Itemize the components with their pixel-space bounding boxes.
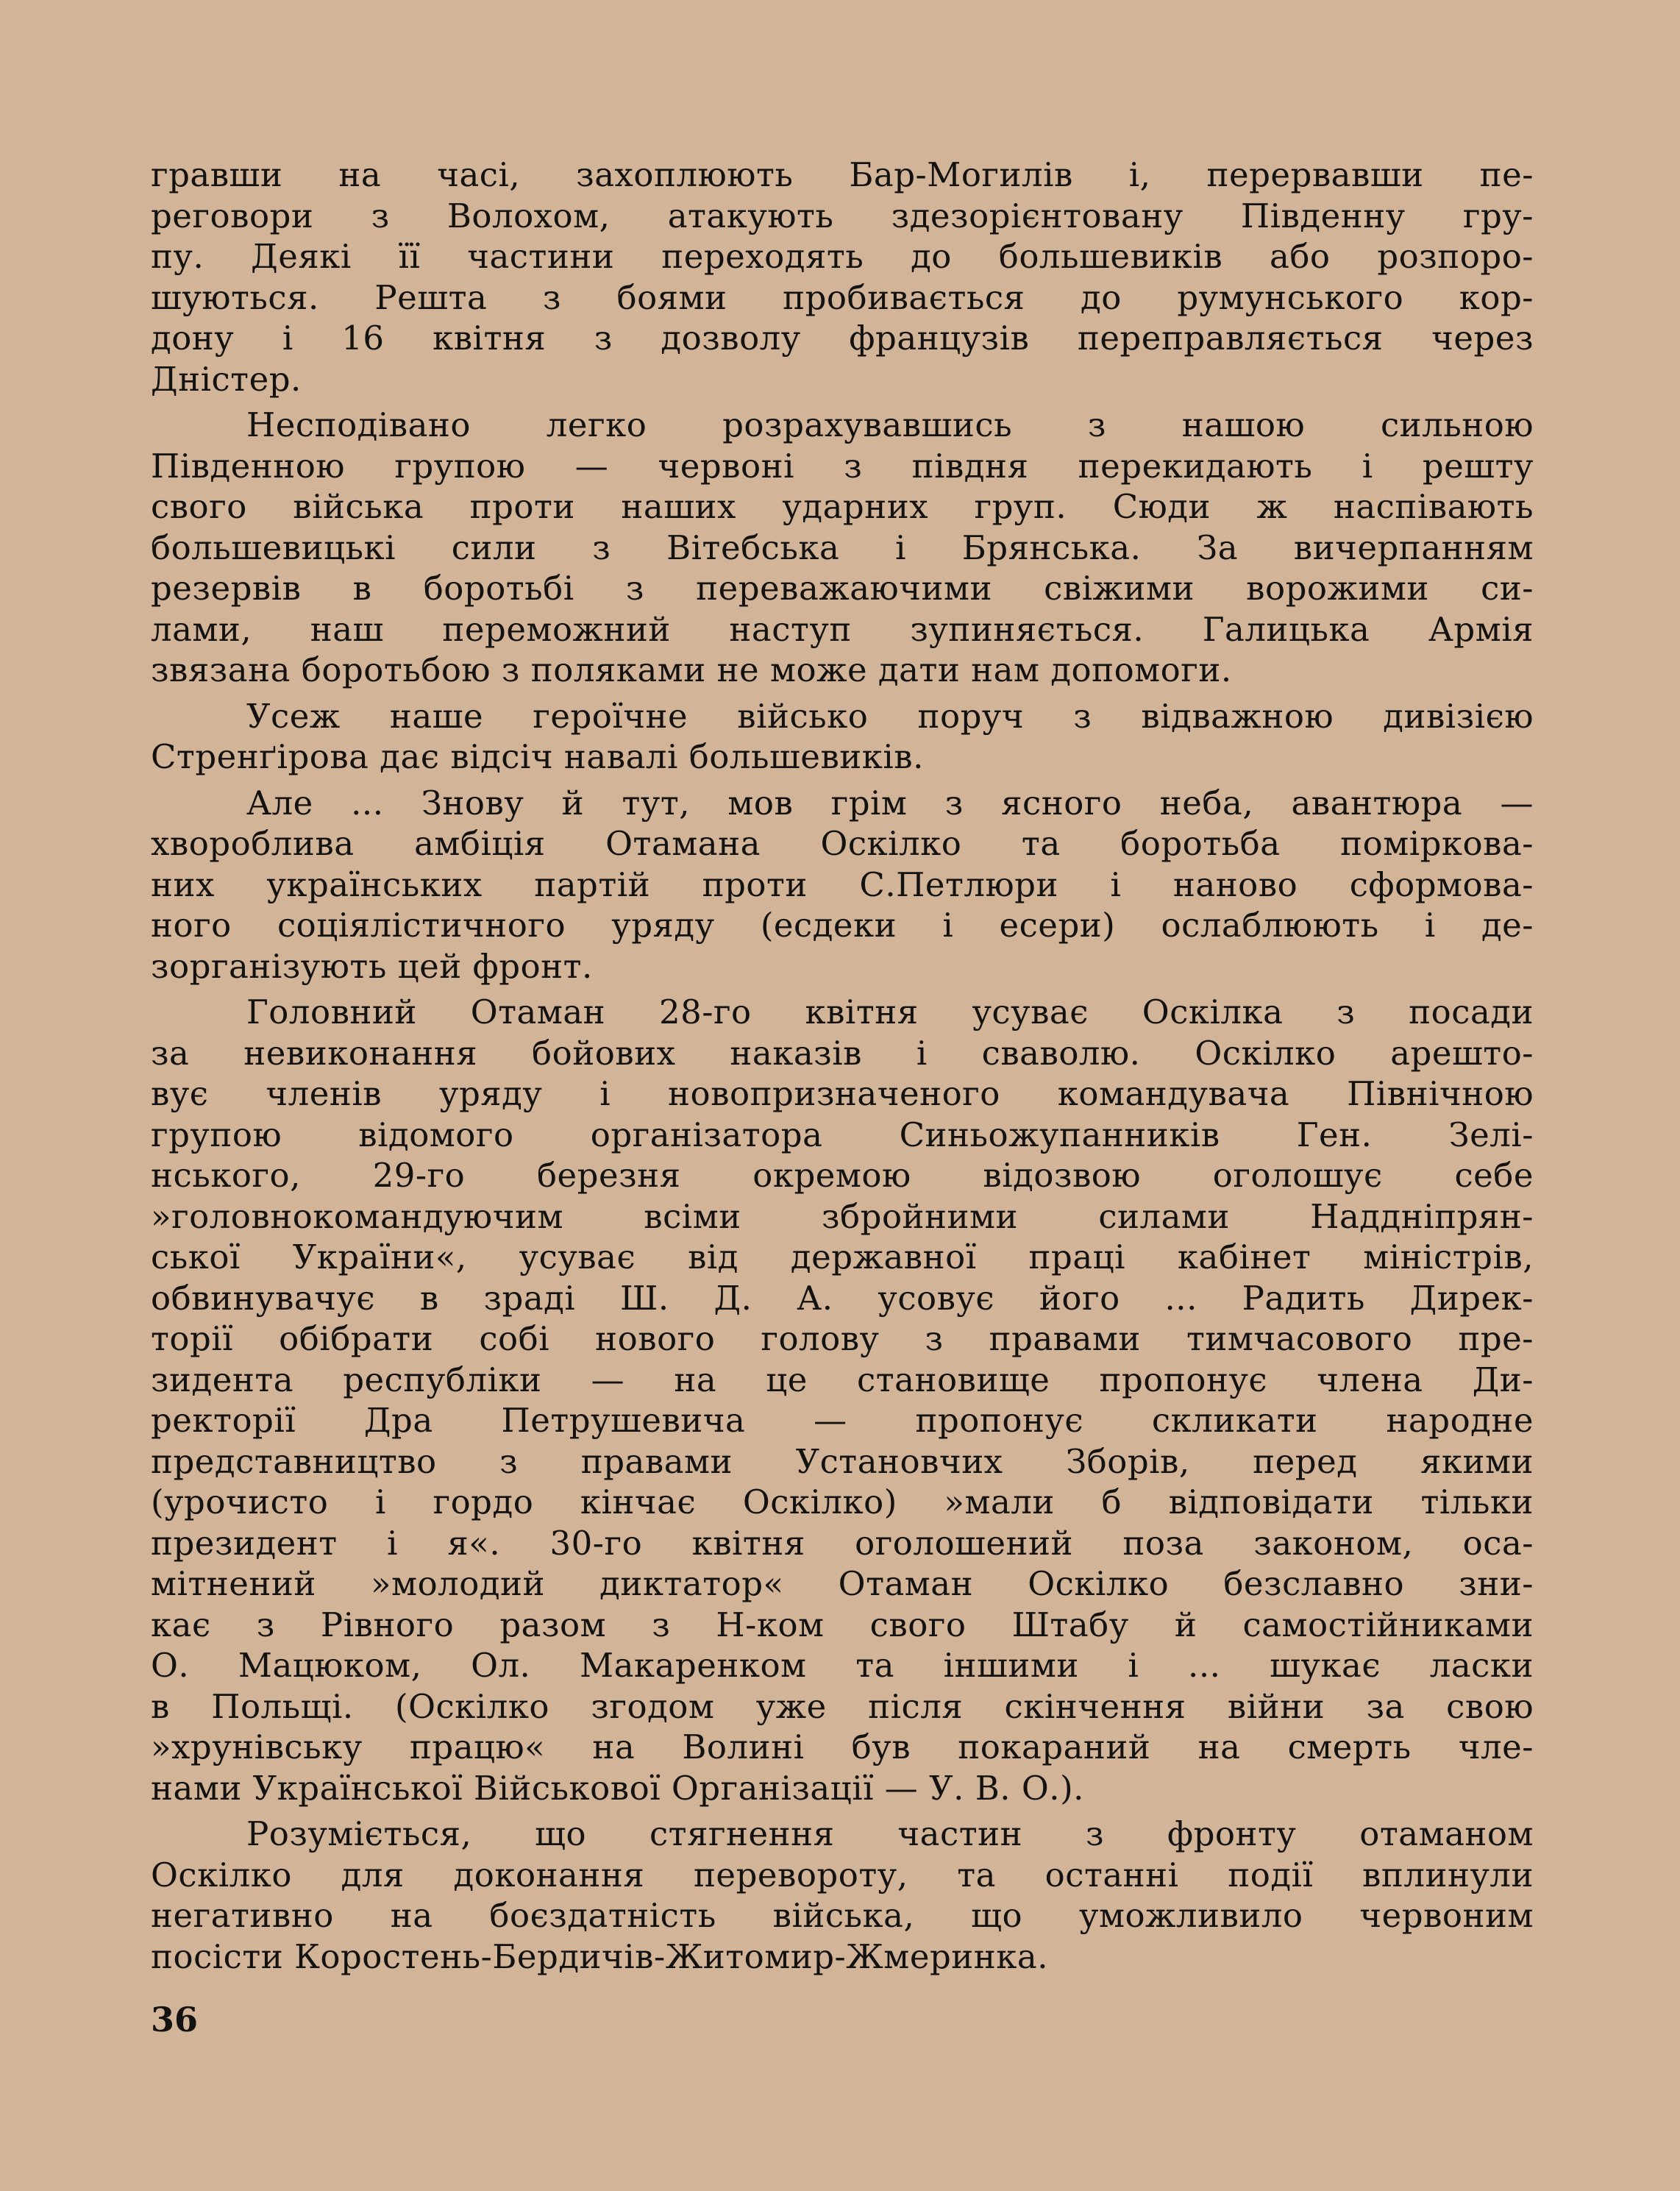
text-line: Але ... Знову й тут, мов грім з ясного неба, авантюра — — [246, 783, 1534, 823]
text-line: Дністер. — [151, 359, 302, 399]
text-line: вує членів уряду і новопризначеного командувача Північною — [151, 1074, 1534, 1113]
text-line: нського, 29-го березня окремою відозвою оголошує себе — [151, 1156, 1534, 1195]
text-line: нами Української Військової Організації — У. В. О.). — [151, 1768, 1084, 1808]
text-line: Несподівано легко розрахувавшись з нашою сильною — [246, 405, 1534, 444]
page-number: 36 — [151, 2000, 199, 2039]
text-line: кає з Рівного разом з Н-ком свого Штабу й самостійниками — [151, 1605, 1534, 1644]
text-line: ного соціялістичного уряду (есдеки і есери) ослаблюють і де- — [151, 906, 1534, 945]
text-line: »хрунівську працю« на Волині був покараний на смерть чле- — [151, 1727, 1534, 1766]
page-body — [151, 155, 1534, 1982]
text-line: групою відомого організатора Синьожупанників Ген. Зелі- — [151, 1115, 1534, 1154]
text-line: торії обібрати собі нового голову з правами тимчасового пре- — [151, 1319, 1534, 1358]
text-line: пу. Деякі її частини переходять до большевиків або розпоро- — [151, 237, 1534, 276]
paragraph — [151, 405, 1534, 691]
paragraph — [151, 1814, 1534, 1977]
text-line: негативно на боєздатність війська, що уможливило червоним — [151, 1896, 1534, 1935]
text-line: посісти Коростень-Бердичів-Житомир-Жмеринка. — [151, 1936, 1048, 1976]
text-line: реговори з Волохом, атакують здезорієнтовану Південну гру- — [151, 196, 1534, 235]
text-line: президент і я«. 30-го квітня оголошений поза законом, оса- — [151, 1523, 1534, 1563]
text-line: представництво з правами Установчих Зборів, перед якими — [151, 1441, 1534, 1481]
text-line: в Польщі. (Оскілко згодом уже після скінчення війни за свою — [151, 1686, 1534, 1726]
text-line: свого війська проти наших ударних груп. Сюди ж наспівають — [151, 487, 1534, 526]
text-line: Оскілко для доконання перевороту, та останні події вплинули — [151, 1855, 1534, 1895]
text-line: ректорії Дра Петрушевича — пропонує скликати народне — [151, 1401, 1534, 1440]
text-line: хвороблива амбіція Отамана Оскілко та боротьба поміркова- — [151, 824, 1534, 863]
text-line: Південною групою — червоні з півдня перекидають і решту — [151, 446, 1534, 486]
text-line: гравши на часі, захоплюють Бар-Могилів і, перервавши пе- — [151, 155, 1534, 194]
text-line: звязана боротьбою з поляками не може дати нам допомоги. — [151, 650, 1232, 689]
text-line: резервів в боротьбі з переважаючими свіжими ворожими си- — [151, 569, 1534, 608]
text-line: ської України«, усуває від державної праці кабінет міністрів, — [151, 1237, 1534, 1276]
text-line: шуються. Решта з боями пробивається до румунського кор- — [151, 277, 1534, 317]
text-line: дону і 16 квітня з дозволу французів переправляється через — [151, 319, 1534, 358]
text-line: Стренґірова дає відсіч навалі большевиків. — [151, 737, 924, 776]
text-line: мітнений »молодий диктатор« Отаман Оскілко безславно зни- — [151, 1564, 1534, 1603]
text-line: О. Мацюком, Ол. Макаренком та іншими і ... шукає ласки — [151, 1646, 1534, 1685]
paragraph — [151, 783, 1534, 987]
paragraph — [151, 992, 1534, 1808]
text-line: зидента республіки — на це становище пропонує члена Ди- — [151, 1360, 1534, 1399]
text-line: зорганізують цей фронт. — [151, 946, 593, 986]
paragraph — [151, 155, 1534, 400]
text-line: (урочисто і гордо кінчає Оскілко) »мали б відповідати тільки — [151, 1482, 1534, 1521]
text-line: них українських партій проти С.Петлюри і наново сформова- — [151, 864, 1534, 904]
paragraph — [151, 696, 1534, 778]
text-line: лами, наш переможний наступ зупиняється. Галицька Армія — [151, 609, 1534, 649]
text-line: Розуміється, що стягнення частин з фронту отаманом — [246, 1814, 1534, 1853]
text-line: за невиконання бойових наказів і сваволю. Оскілко арешто- — [151, 1033, 1534, 1073]
text-line: большевицькі сили з Вітебська і Брянська. За вичерпанням — [151, 528, 1534, 567]
text-line: обвинувачує в зраді Ш. Д. А. усовує його ... Радить Дирек- — [151, 1278, 1534, 1318]
text-line: »головнокомандуючим всіми збройними силами Наддніпрян- — [151, 1196, 1534, 1236]
text-line: Усеж наше героїчне військо поруч з відважною дивізією — [246, 696, 1534, 736]
text-line: Головний Отаман 28-го квітня усуває Оскілка з посади — [246, 992, 1534, 1031]
